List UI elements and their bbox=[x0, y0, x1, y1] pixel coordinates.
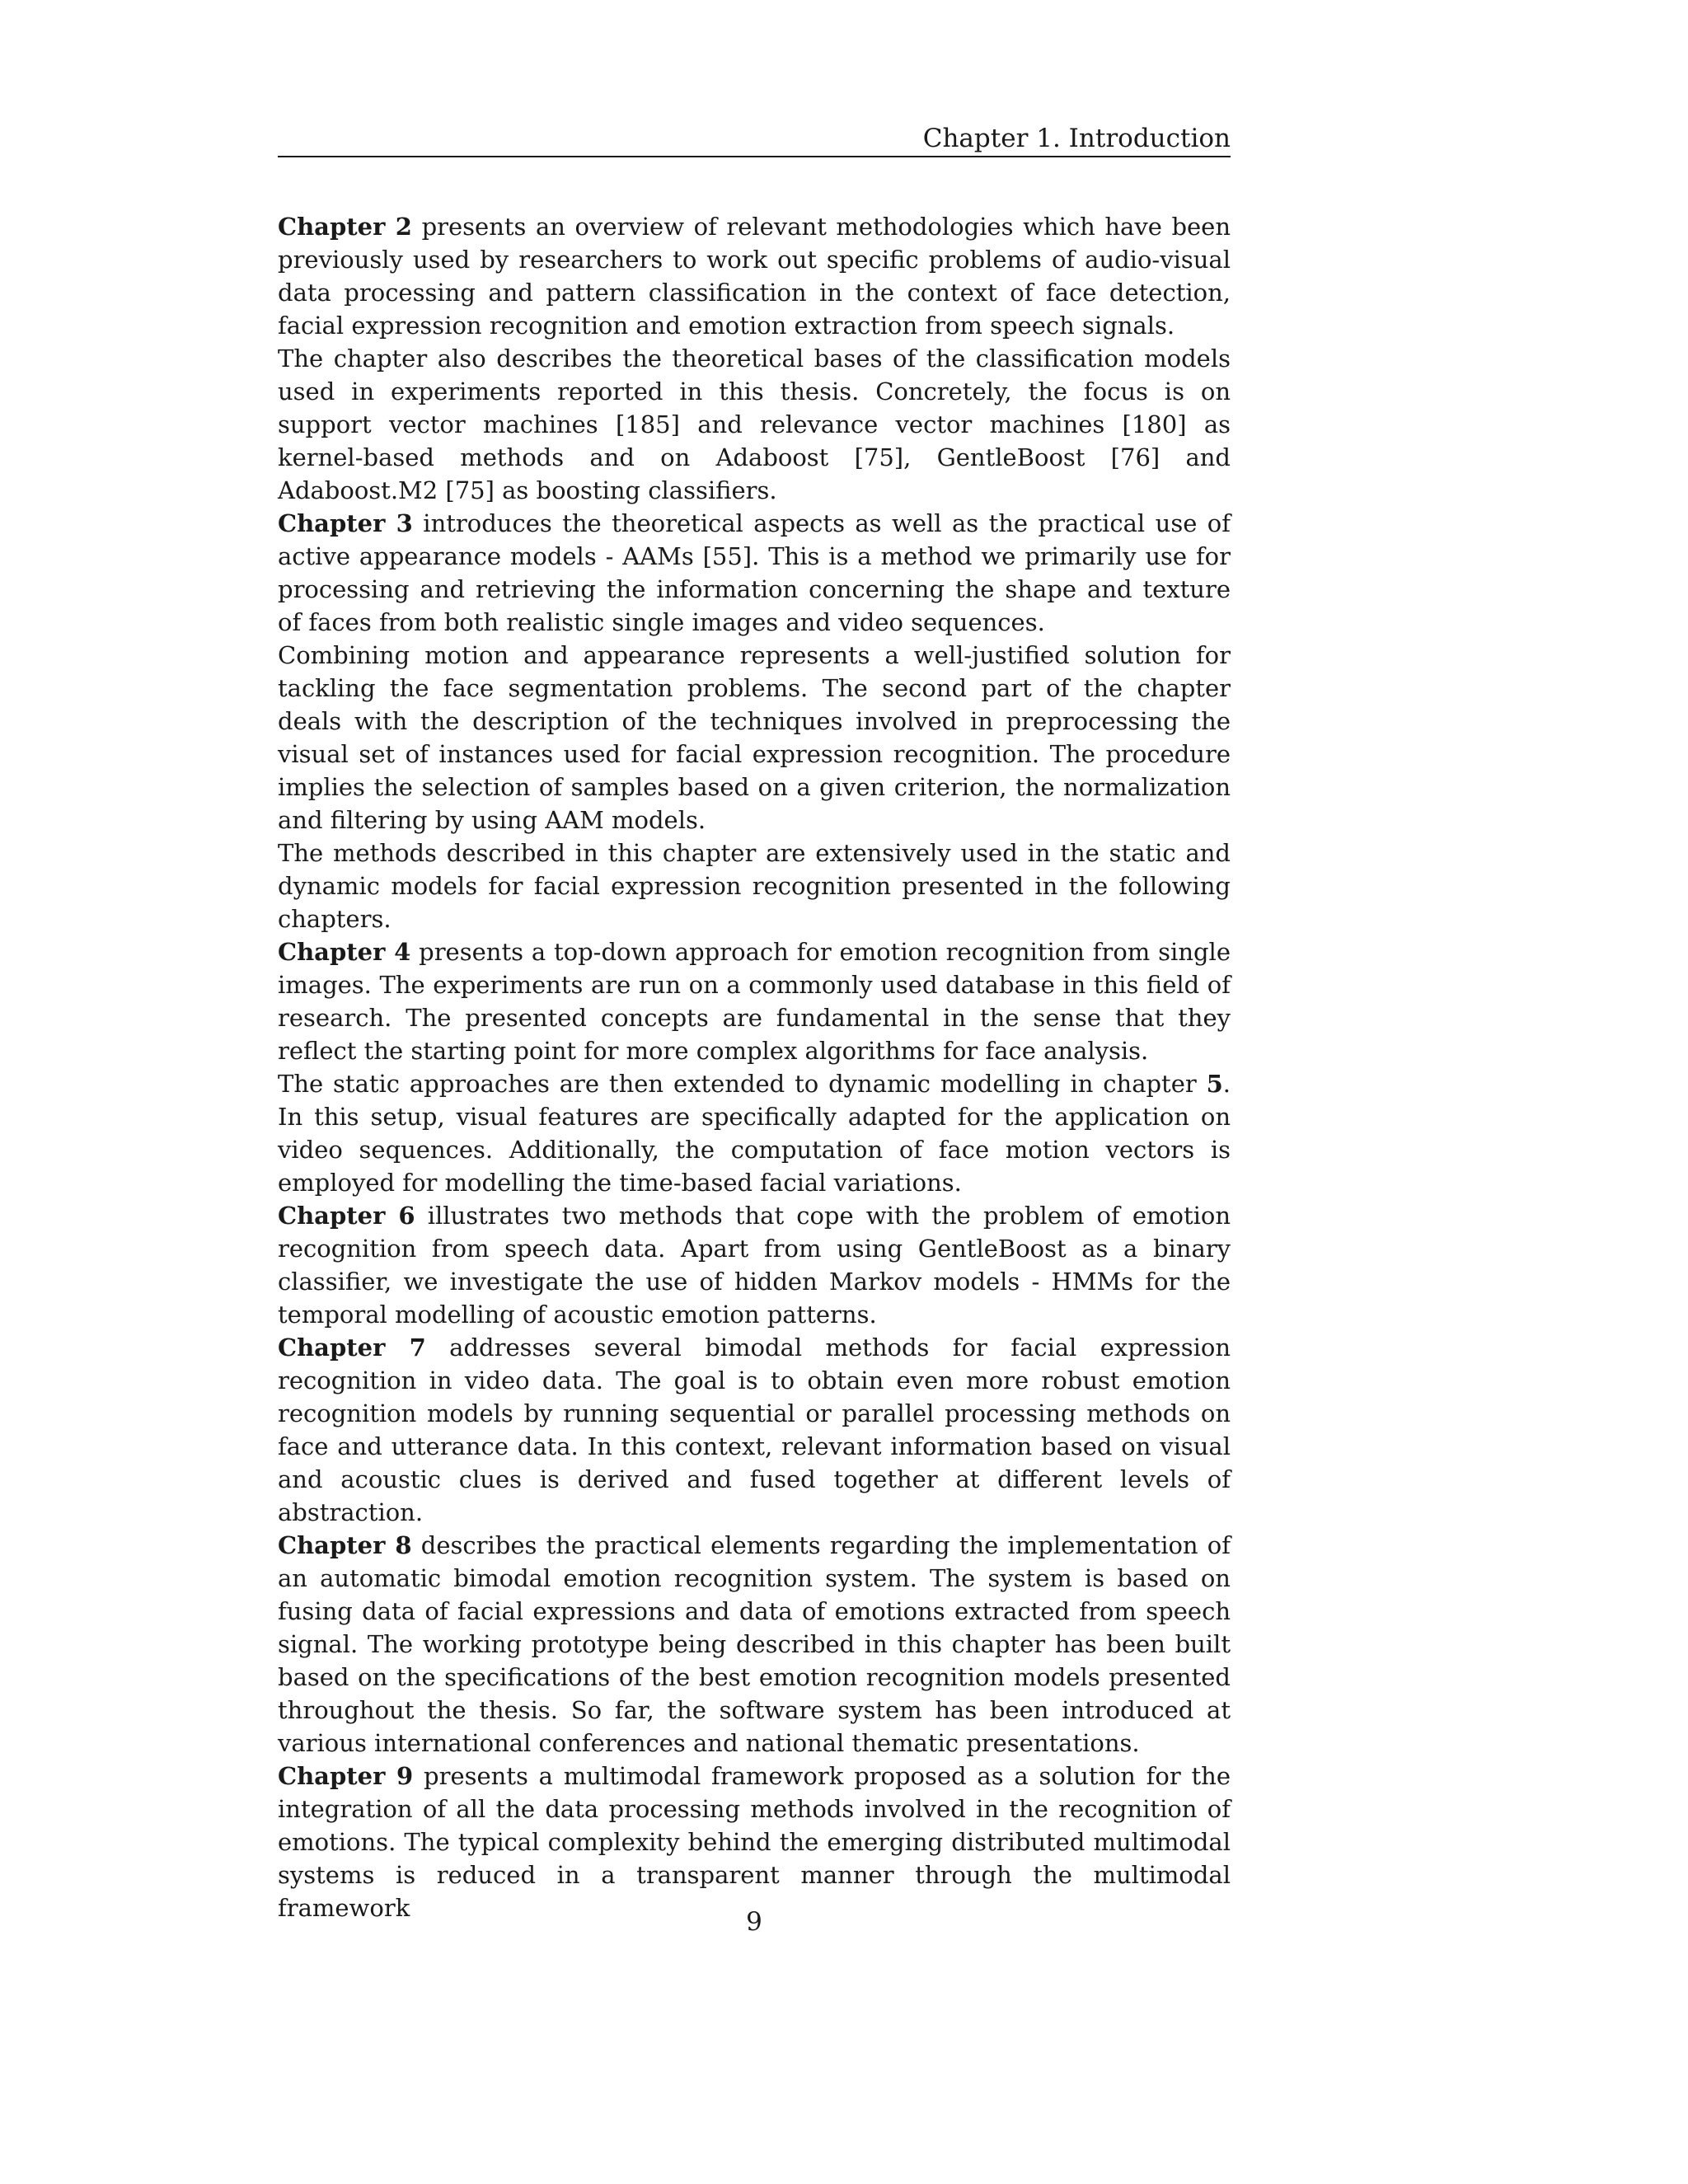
paragraph-chapter-3 bbox=[278, 507, 1231, 639]
paragraph-chapter-4 bbox=[278, 935, 1231, 1067]
paragraph-text: The methods described in this chapter are extensively used in the static and dynamic models for facial expression recognition presented in the following chapters. bbox=[278, 839, 1231, 933]
paragraph-text: describes the practical elements regarding the implementation of an automatic bimodal emotion recognition system. The system is based on fusing data of facial expressions and data of emotions extracted from speech signal. The working prototype being described in this chapter has been built based on the specifications of the best emotion recognition models presented throughout the thesis. So far, the software system has been introduced at various international conferences and national thematic presentations. bbox=[278, 1531, 1231, 1757]
paragraph-methods-usage bbox=[278, 837, 1231, 935]
paragraph-text: presents an overview of relevant methodologies which have been previously used by researchers to work out specific problems of audio-visual data processing and pattern classification in the context of face detection, facial expression recognition and emotion extraction from speech signals. bbox=[278, 213, 1231, 340]
paragraph-text-before: The static approaches are then extended to dynamic modelling in chapter bbox=[278, 1070, 1207, 1098]
paragraph-chapter-2 bbox=[278, 210, 1231, 342]
paragraph-text: The chapter also describes the theoretical bases of the classification models used in experiments reported in this thesis. Concretely, the focus is on support vector machines [185] and relevance vector machines [180] as kernel-based methods and on Adaboost [75], GentleBoost [76] and Adaboost.M2 [75] as boosting classifiers. bbox=[278, 344, 1231, 504]
chapter-label: Chapter 9 bbox=[278, 1762, 414, 1790]
paragraph-motion-appearance bbox=[278, 639, 1231, 837]
paragraph-text: . In this setup, visual features are specifically adapted for the application on video sequences. Additionally, the computation of face motion vectors is employed for modelling the time-based facial variations. bbox=[278, 1070, 1231, 1197]
running-header: Chapter 1. Introduction bbox=[922, 124, 1231, 153]
header-rule bbox=[278, 156, 1231, 157]
paragraph-chapter-7 bbox=[278, 1331, 1231, 1529]
paragraph-text: Combining motion and appearance represents a well-justified solution for tackling the face segmentation problems. The second part of the chapter deals with the description of the techniques involved in preprocessing the visual set of instances used for facial expression recognition. The procedure implies the selection of samples based on a given criterion, the normalization and filtering by using AAM models. bbox=[278, 641, 1231, 834]
chapter-label: Chapter 6 bbox=[278, 1202, 415, 1230]
chapter-label: Chapter 7 bbox=[278, 1333, 426, 1361]
body-text bbox=[278, 210, 1231, 1924]
paragraph-chapter-6 bbox=[278, 1199, 1231, 1331]
paragraph-chapter-8 bbox=[278, 1529, 1231, 1760]
paragraph-classification-models bbox=[278, 342, 1231, 507]
paragraph-text: introduces the theoretical aspects as well as the practical use of active appearance models - AAMs [55]. This is a method we primarily use for processing and retrieving the information concerning the shape and texture of faces from both realistic single images and video sequences. bbox=[278, 509, 1231, 636]
chapter-label: Chapter 8 bbox=[278, 1531, 412, 1559]
chapter-number-bold: 5 bbox=[1206, 1070, 1223, 1098]
chapter-label: Chapter 2 bbox=[278, 213, 412, 241]
paragraph-text: addresses several bimodal methods for facial expression recognition in video data. The goal is to obtain even more robust emotion recognition models by running sequential or parallel processing methods on face and utterance data. In this context, relevant information based on visual and acoustic clues is derived and fused together at different levels of abstraction. bbox=[278, 1333, 1231, 1526]
chapter-label: Chapter 4 bbox=[278, 938, 411, 966]
paragraph-chapter-9 bbox=[278, 1760, 1231, 1924]
paragraph-chapter-5 bbox=[278, 1067, 1231, 1199]
paragraph-text: presents a multimodal framework proposed as a solution for the integration of all the data processing methods involved in the recognition of emotions. The typical complexity behind the emerging distributed multimodal systems is reduced in a transparent manner through the multimodal framework bbox=[278, 1762, 1231, 1922]
paragraph-text: presents a top-down approach for emotion recognition from single images. The experiments are run on a commonly used database in this field of research. The presented concepts are fundamental in the sense that they reflect the starting point for more complex algorithms for face analysis. bbox=[278, 938, 1231, 1065]
page-number: 9 bbox=[746, 1907, 762, 1937]
chapter-label: Chapter 3 bbox=[278, 509, 413, 537]
paragraph-text: illustrates two methods that cope with the problem of emotion recognition from speech data. Apart from using GentleBoost as a binary classifier, we investigate the use of hidden Markov models - HMMs for the temporal modelling of acoustic emotion patterns. bbox=[278, 1202, 1231, 1329]
